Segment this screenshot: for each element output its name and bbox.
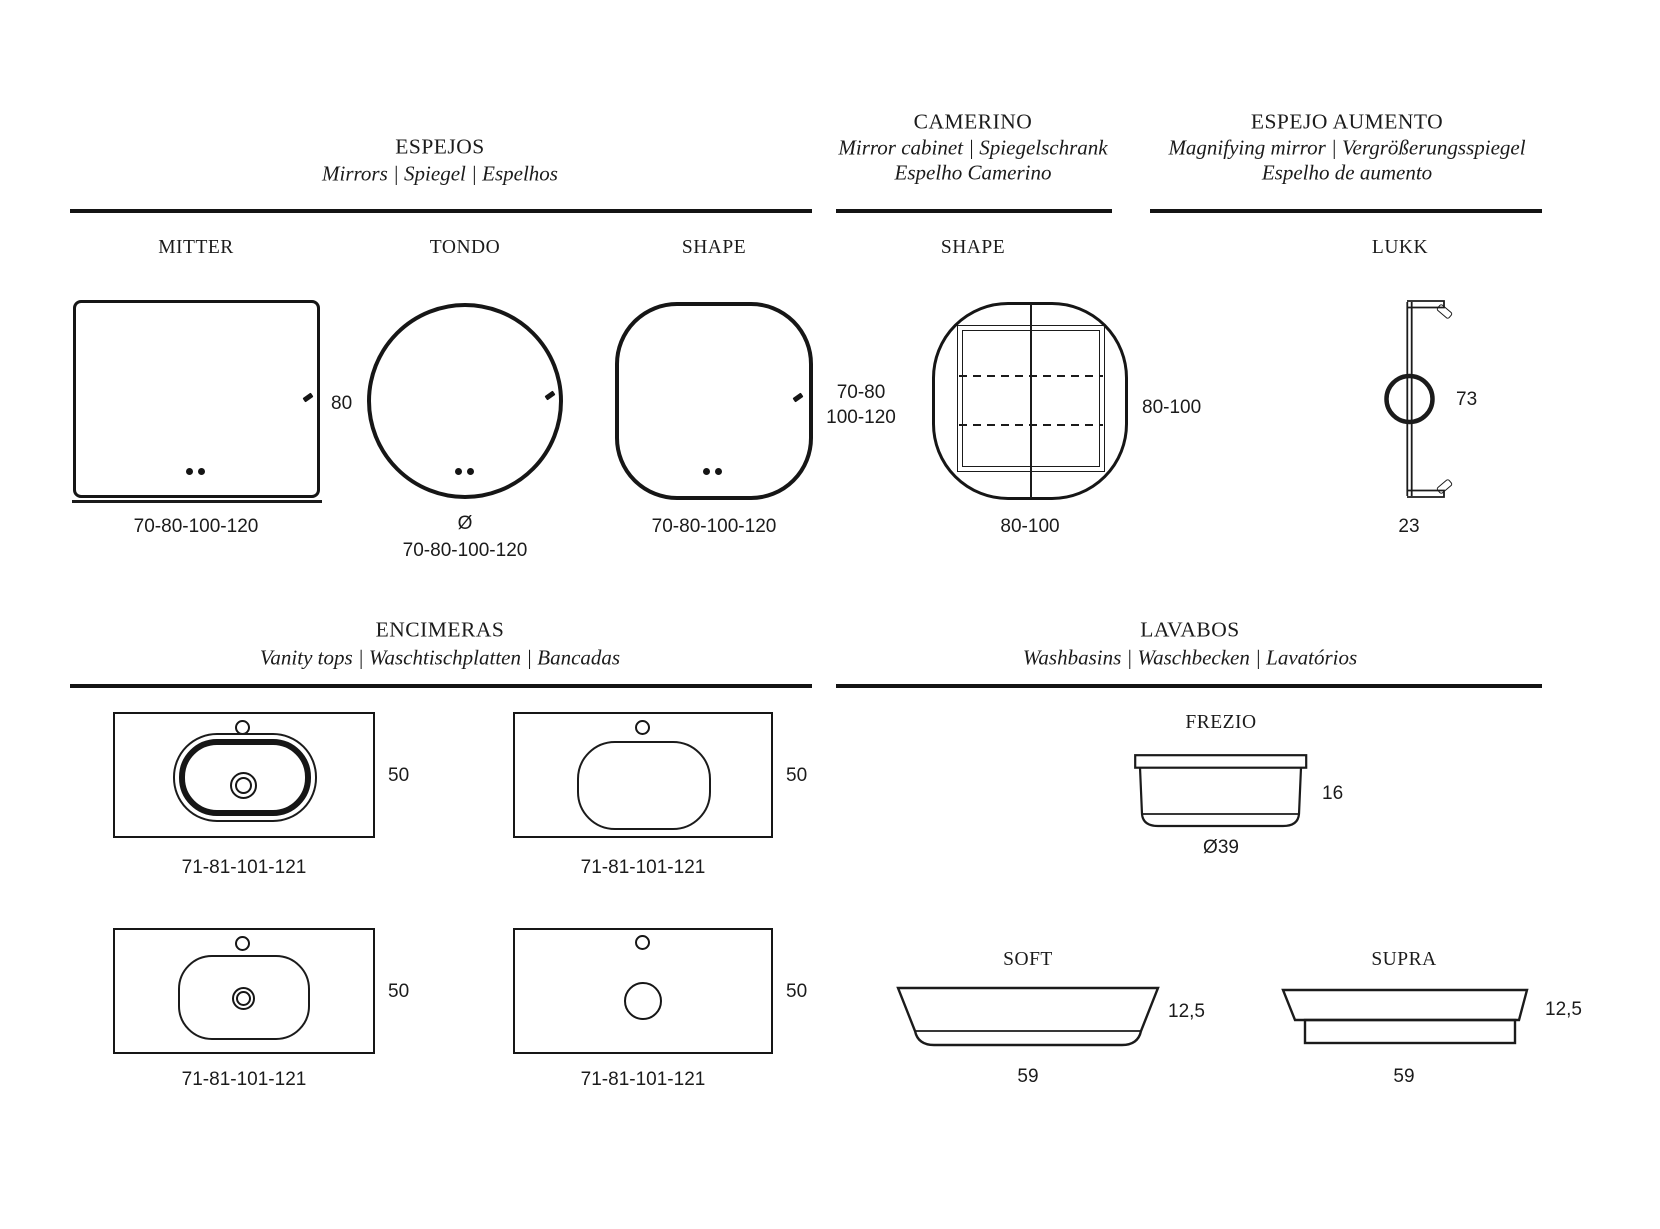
section-title-espejos: ESPEJOS (395, 134, 485, 159)
camerino-height-dim: 80-100 (1142, 397, 1202, 418)
lukk-height-dim: 73 (1456, 389, 1478, 410)
shape-mirror-drawing (615, 302, 813, 500)
vanity-top-3-depth-dim: 50 (388, 981, 410, 1002)
vanity-top-2-tap-hole (635, 720, 650, 735)
section-rule-camerino (836, 209, 1112, 213)
mitter-switch-dot (198, 468, 205, 475)
section-subtitle1-camerino: Mirror cabinet | Spiegelschrank (838, 135, 1108, 160)
camerino-door-split-line (1030, 304, 1032, 498)
supra-washbasin-drawing (1281, 988, 1537, 1048)
product-name-frezio: FREZIO (1185, 712, 1257, 733)
vanity-top-2-width-caption: 71-81-101-121 (580, 857, 706, 878)
vanity-top-2-basin (577, 741, 711, 830)
vanity-top-4-width-caption: 71-81-101-121 (580, 1069, 706, 1090)
vanity-top-1-drain-inner (235, 777, 252, 794)
tondo-switch-dot (467, 468, 474, 475)
camerino-shelf-dashed-line (959, 424, 1103, 426)
supra-width-caption: 59 (1393, 1066, 1415, 1087)
section-rule-espejos (70, 209, 812, 213)
frezio-diameter-caption: Ø39 (1203, 837, 1239, 858)
vanity-top-4-depth-dim: 50 (786, 981, 808, 1002)
soft-width-caption: 59 (1017, 1066, 1039, 1087)
section-title-camerino: CAMERINO (913, 109, 1033, 134)
section-subtitle-encimeras: Vanity tops | Waschtischplatten | Bancadas (259, 645, 621, 670)
frezio-washbasin-drawing (1134, 754, 1308, 830)
mitter-width-caption: 70-80-100-120 (133, 516, 259, 537)
tondo-switch-dot (455, 468, 462, 475)
section-title-espejo-aumento: ESPEJO AUMENTO (1250, 109, 1444, 134)
vanity-top-3-drain-inner (236, 991, 251, 1006)
product-name-tondo: TONDO (429, 237, 501, 258)
mitter-switch-dot (186, 468, 193, 475)
section-title-encimeras: ENCIMERAS (375, 617, 505, 642)
supra-height-dim: 12,5 (1545, 999, 1582, 1020)
frezio-height-dim: 16 (1322, 783, 1344, 804)
section-subtitle1-espejo-aumento: Magnifying mirror | Vergrößerungsspiegel (1168, 135, 1526, 160)
vanity-top-2-depth-dim: 50 (786, 765, 808, 786)
section-rule-lavabos (836, 684, 1542, 688)
vanity-top-3-tap-hole (235, 936, 250, 951)
product-name-soft: SOFT (1003, 949, 1053, 970)
tondo-width-caption: 70-80-100-120 (402, 540, 528, 561)
mitter-mirror-drawing (73, 300, 320, 498)
tondo-mirror-drawing (367, 303, 563, 499)
mitter-height-dim: 80 (331, 393, 353, 414)
section-subtitle-lavabos: Washbasins | Waschbecken | Lavatórios (1022, 645, 1358, 670)
product-name-mitter: MITTER (158, 237, 234, 258)
vanity-top-1-depth-dim: 50 (388, 765, 410, 786)
section-subtitle2-espejo-aumento: Espelho de aumento (1261, 160, 1433, 185)
section-rule-espejo-aumento (1150, 209, 1542, 213)
vanity-top-3-width-caption: 71-81-101-121 (181, 1069, 307, 1090)
section-rule-encimeras (70, 684, 812, 688)
shape-height-dim-line2: 100-120 (826, 407, 896, 428)
camerino-shelf-dashed-line (959, 375, 1103, 377)
shape-width-caption: 70-80-100-120 (651, 516, 777, 537)
vanity-top-4-tap-hole (635, 935, 650, 950)
section-subtitle2-camerino: Espelho Camerino (894, 160, 1052, 185)
product-name-shape-mirror: SHAPE (681, 237, 747, 258)
section-subtitle-espejos: Mirrors | Spiegel | Espelhos (322, 161, 558, 186)
section-title-lavabos: LAVABOS (1140, 617, 1240, 642)
mitter-shadow-line (72, 500, 322, 503)
vanity-top-4-drain-hole (624, 982, 662, 1020)
soft-height-dim: 12,5 (1168, 1001, 1205, 1022)
soft-washbasin-drawing (896, 986, 1160, 1048)
shape-height-dim-line1: 70-80 (836, 382, 886, 403)
product-name-supra: SUPRA (1371, 949, 1437, 970)
product-name-lukk: LUKK (1371, 237, 1429, 258)
vanity-top-1-width-caption: 71-81-101-121 (181, 857, 307, 878)
shape-switch-dot (703, 468, 710, 475)
tondo-diameter-symbol: Ø (457, 513, 473, 534)
lukk-width-caption: 23 (1398, 516, 1420, 537)
shape-switch-dot (715, 468, 722, 475)
camerino-width-caption: 80-100 (1000, 516, 1060, 537)
product-name-shape-cabinet: SHAPE (940, 237, 1006, 258)
lukk-magnifying-mirror-drawing (1360, 298, 1470, 500)
